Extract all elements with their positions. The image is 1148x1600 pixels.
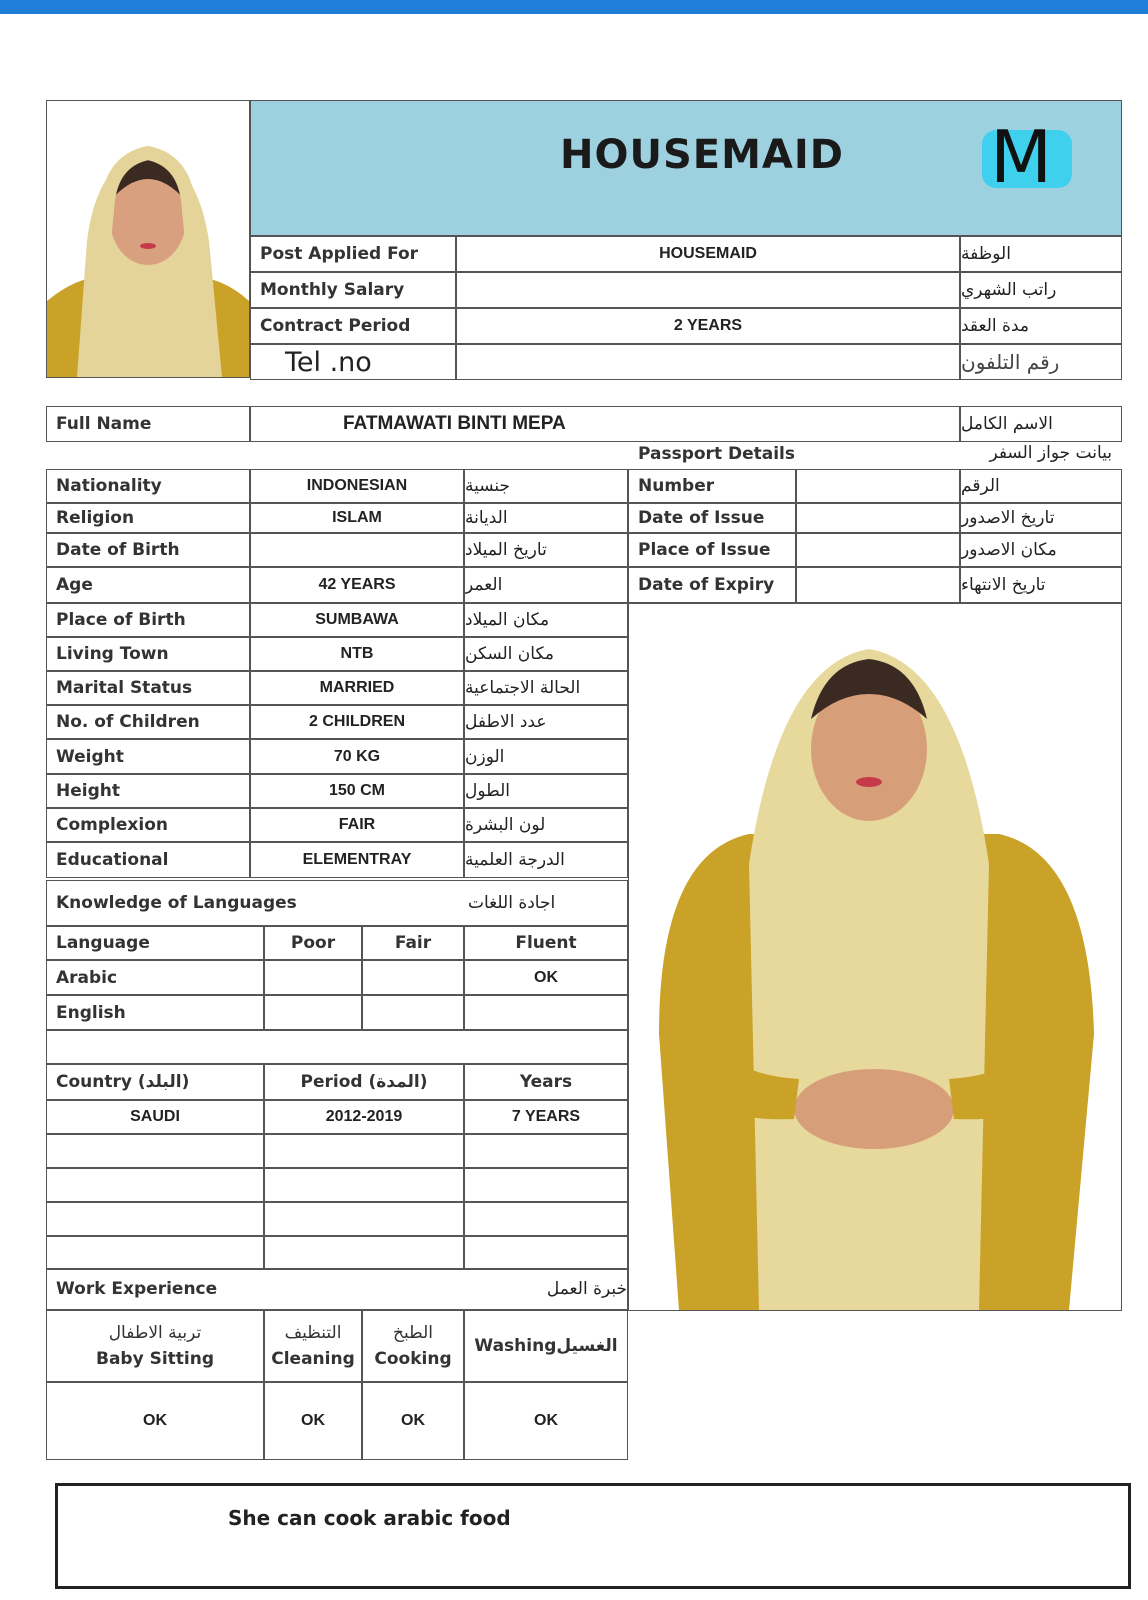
skill-header bbox=[46, 1310, 264, 1382]
personal-value: ISLAM bbox=[250, 503, 464, 533]
personal-label: Complexion bbox=[46, 808, 250, 842]
contract-label: Contract Period bbox=[250, 308, 456, 344]
remarks-box bbox=[55, 1483, 1131, 1589]
personal-label: Weight bbox=[46, 739, 250, 774]
salary-label-ar: راتب الشهري bbox=[960, 272, 1122, 308]
tel-value bbox=[456, 344, 960, 380]
personal-label: Date of Birth bbox=[46, 533, 250, 567]
personal-label-ar: تاريخ الميلاد bbox=[464, 533, 628, 567]
language-level bbox=[464, 995, 628, 1030]
passport-place-ar: مكان الاصدور bbox=[960, 533, 1122, 567]
skill-value: OK bbox=[362, 1382, 464, 1460]
post-value: HOUSEMAID bbox=[456, 236, 960, 272]
personal-label: No. of Children bbox=[46, 705, 250, 739]
skill-header bbox=[464, 1310, 628, 1382]
personal-value: 2 CHILDREN bbox=[250, 705, 464, 739]
work-experience-title-ar: خبرة العمل bbox=[468, 1268, 628, 1310]
contract-label-ar: مدة العقد bbox=[960, 308, 1122, 344]
language-name: Arabic bbox=[46, 960, 264, 995]
skill-header bbox=[264, 1310, 362, 1382]
personal-label-ar: جنسية bbox=[464, 469, 628, 503]
skill-label-ar: الطبخ bbox=[393, 1323, 433, 1343]
full-body-photo bbox=[628, 603, 1122, 1311]
personal-value: 150 CM bbox=[250, 774, 464, 808]
skill-header bbox=[362, 1310, 464, 1382]
top-bar bbox=[0, 0, 1148, 14]
language-name: English bbox=[46, 995, 264, 1030]
post-label: Post Applied For bbox=[250, 236, 456, 272]
experience-cell bbox=[464, 1202, 628, 1236]
personal-label-ar: لون البشرة bbox=[464, 808, 628, 842]
personal-label-ar: الديانة bbox=[464, 503, 628, 533]
mark-letter: M bbox=[990, 115, 1053, 199]
experience-cell bbox=[46, 1168, 264, 1202]
passport-title: Passport Details bbox=[638, 444, 796, 464]
personal-label-ar: الدرجة العلمية bbox=[464, 842, 628, 878]
personal-value: MARRIED bbox=[250, 671, 464, 705]
experience-cell: 7 YEARS bbox=[464, 1100, 628, 1134]
full-name-label: Full Name bbox=[46, 406, 250, 442]
personal-label-ar: مكان الميلاد bbox=[464, 603, 628, 637]
experience-cell bbox=[46, 1236, 264, 1270]
blank-row bbox=[46, 1030, 628, 1064]
personal-label: Marital Status bbox=[46, 671, 250, 705]
tel-label-ar: رقم التلفون bbox=[960, 344, 1122, 380]
personal-label: Living Town bbox=[46, 637, 250, 671]
languages-title-ar: اجادة اللغات bbox=[468, 880, 628, 926]
skill-label-en: Cleaning bbox=[271, 1349, 355, 1369]
language-level: OK bbox=[464, 960, 628, 995]
personal-label-ar: عدد الاطفل bbox=[464, 705, 628, 739]
tel-label: Tel .no bbox=[250, 344, 456, 380]
skill-label-en: Baby Sitting bbox=[95, 1349, 215, 1369]
experience-cell bbox=[264, 1168, 464, 1202]
language-level bbox=[264, 995, 362, 1030]
experience-cell bbox=[46, 1202, 264, 1236]
experience-cell bbox=[264, 1236, 464, 1270]
personal-label: Educational bbox=[46, 842, 250, 878]
experience-cell bbox=[464, 1168, 628, 1202]
work-experience-title: Work Experience bbox=[46, 1268, 468, 1310]
personal-value: SUMBAWA bbox=[250, 603, 464, 637]
personal-label-ar: الحالة الاجتماعية bbox=[464, 671, 628, 705]
passport-expiry-value bbox=[796, 567, 960, 603]
personal-label: Age bbox=[46, 567, 250, 603]
language-level bbox=[362, 995, 464, 1030]
skill-value: OK bbox=[464, 1382, 628, 1460]
language-level bbox=[264, 960, 362, 995]
personal-label-ar: مكان السكن bbox=[464, 637, 628, 671]
personal-label-ar: الوزن bbox=[464, 739, 628, 774]
passport-issue-ar: تاريخ الاصدور bbox=[960, 503, 1122, 533]
experience-header: Period (المدة) bbox=[264, 1064, 464, 1100]
passport-number-label: Number bbox=[628, 469, 796, 503]
language-header: Fluent bbox=[464, 926, 628, 960]
personal-value: INDONESIAN bbox=[250, 469, 464, 503]
personal-value: 42 YEARS bbox=[250, 567, 464, 603]
passport-place-label: Place of Issue bbox=[628, 533, 796, 567]
personal-label-ar: الطول bbox=[464, 774, 628, 808]
salary-label: Monthly Salary bbox=[250, 272, 456, 308]
languages-title: Knowledge of Languages bbox=[46, 880, 468, 926]
language-level bbox=[362, 960, 464, 995]
language-header: Poor bbox=[264, 926, 362, 960]
contract-value: 2 YEARS bbox=[456, 308, 960, 344]
remarks-text: She can cook arabic food bbox=[228, 1506, 511, 1530]
personal-label: Religion bbox=[46, 503, 250, 533]
personal-value: ELEMENTRAY bbox=[250, 842, 464, 878]
passport-number-ar: الرقم bbox=[960, 469, 1122, 503]
experience-cell bbox=[264, 1134, 464, 1168]
passport-title-ar: بيانت جواز السفر bbox=[989, 443, 1112, 463]
skill-label-ar: التنظيف bbox=[284, 1323, 342, 1343]
experience-cell bbox=[464, 1134, 628, 1168]
experience-header: Country (البلد) bbox=[46, 1064, 264, 1100]
personal-label: Place of Birth bbox=[46, 603, 250, 637]
passport-issue-label: Date of Issue bbox=[628, 503, 796, 533]
passport-number-value bbox=[796, 469, 960, 503]
skill-label-ar: تربية الاطفال bbox=[108, 1323, 202, 1343]
skill-label-en: Cooking bbox=[374, 1349, 452, 1369]
skill-value: OK bbox=[264, 1382, 362, 1460]
personal-value bbox=[250, 533, 464, 567]
passport-expiry-ar: تاريخ الانتهاء bbox=[960, 567, 1122, 603]
language-header: Fair bbox=[362, 926, 464, 960]
experience-cell: 2012-2019 bbox=[264, 1100, 464, 1134]
full-name-label-ar: الاسم الكامل bbox=[960, 406, 1122, 442]
experience-header: Years bbox=[464, 1064, 628, 1100]
skill-value: OK bbox=[46, 1382, 264, 1460]
personal-label: Height bbox=[46, 774, 250, 808]
full-name-value: FATMAWATI BINTI MEPA bbox=[250, 406, 960, 442]
skill-label-ar: الغسيل bbox=[556, 1336, 618, 1356]
experience-cell: SAUDI bbox=[46, 1100, 264, 1134]
personal-label-ar: العمر bbox=[464, 567, 628, 603]
passport-issue-value bbox=[796, 503, 960, 533]
experience-cell bbox=[264, 1202, 464, 1236]
skill-label-en: Washing bbox=[474, 1336, 557, 1356]
salary-value bbox=[456, 272, 960, 308]
personal-value: NTB bbox=[250, 637, 464, 671]
post-label-ar: الوظفة bbox=[960, 236, 1122, 272]
personal-value: 70 KG bbox=[250, 739, 464, 774]
passport-place-value bbox=[796, 533, 960, 567]
language-header: Language bbox=[46, 926, 264, 960]
experience-cell bbox=[46, 1134, 264, 1168]
portrait-photo bbox=[46, 100, 250, 378]
document-title: HOUSEMAID bbox=[560, 132, 844, 178]
skill-label bbox=[474, 1333, 617, 1359]
personal-value: FAIR bbox=[250, 808, 464, 842]
personal-label: Nationality bbox=[46, 469, 250, 503]
passport-expiry-label: Date of Expiry bbox=[628, 567, 796, 603]
experience-cell bbox=[464, 1236, 628, 1270]
